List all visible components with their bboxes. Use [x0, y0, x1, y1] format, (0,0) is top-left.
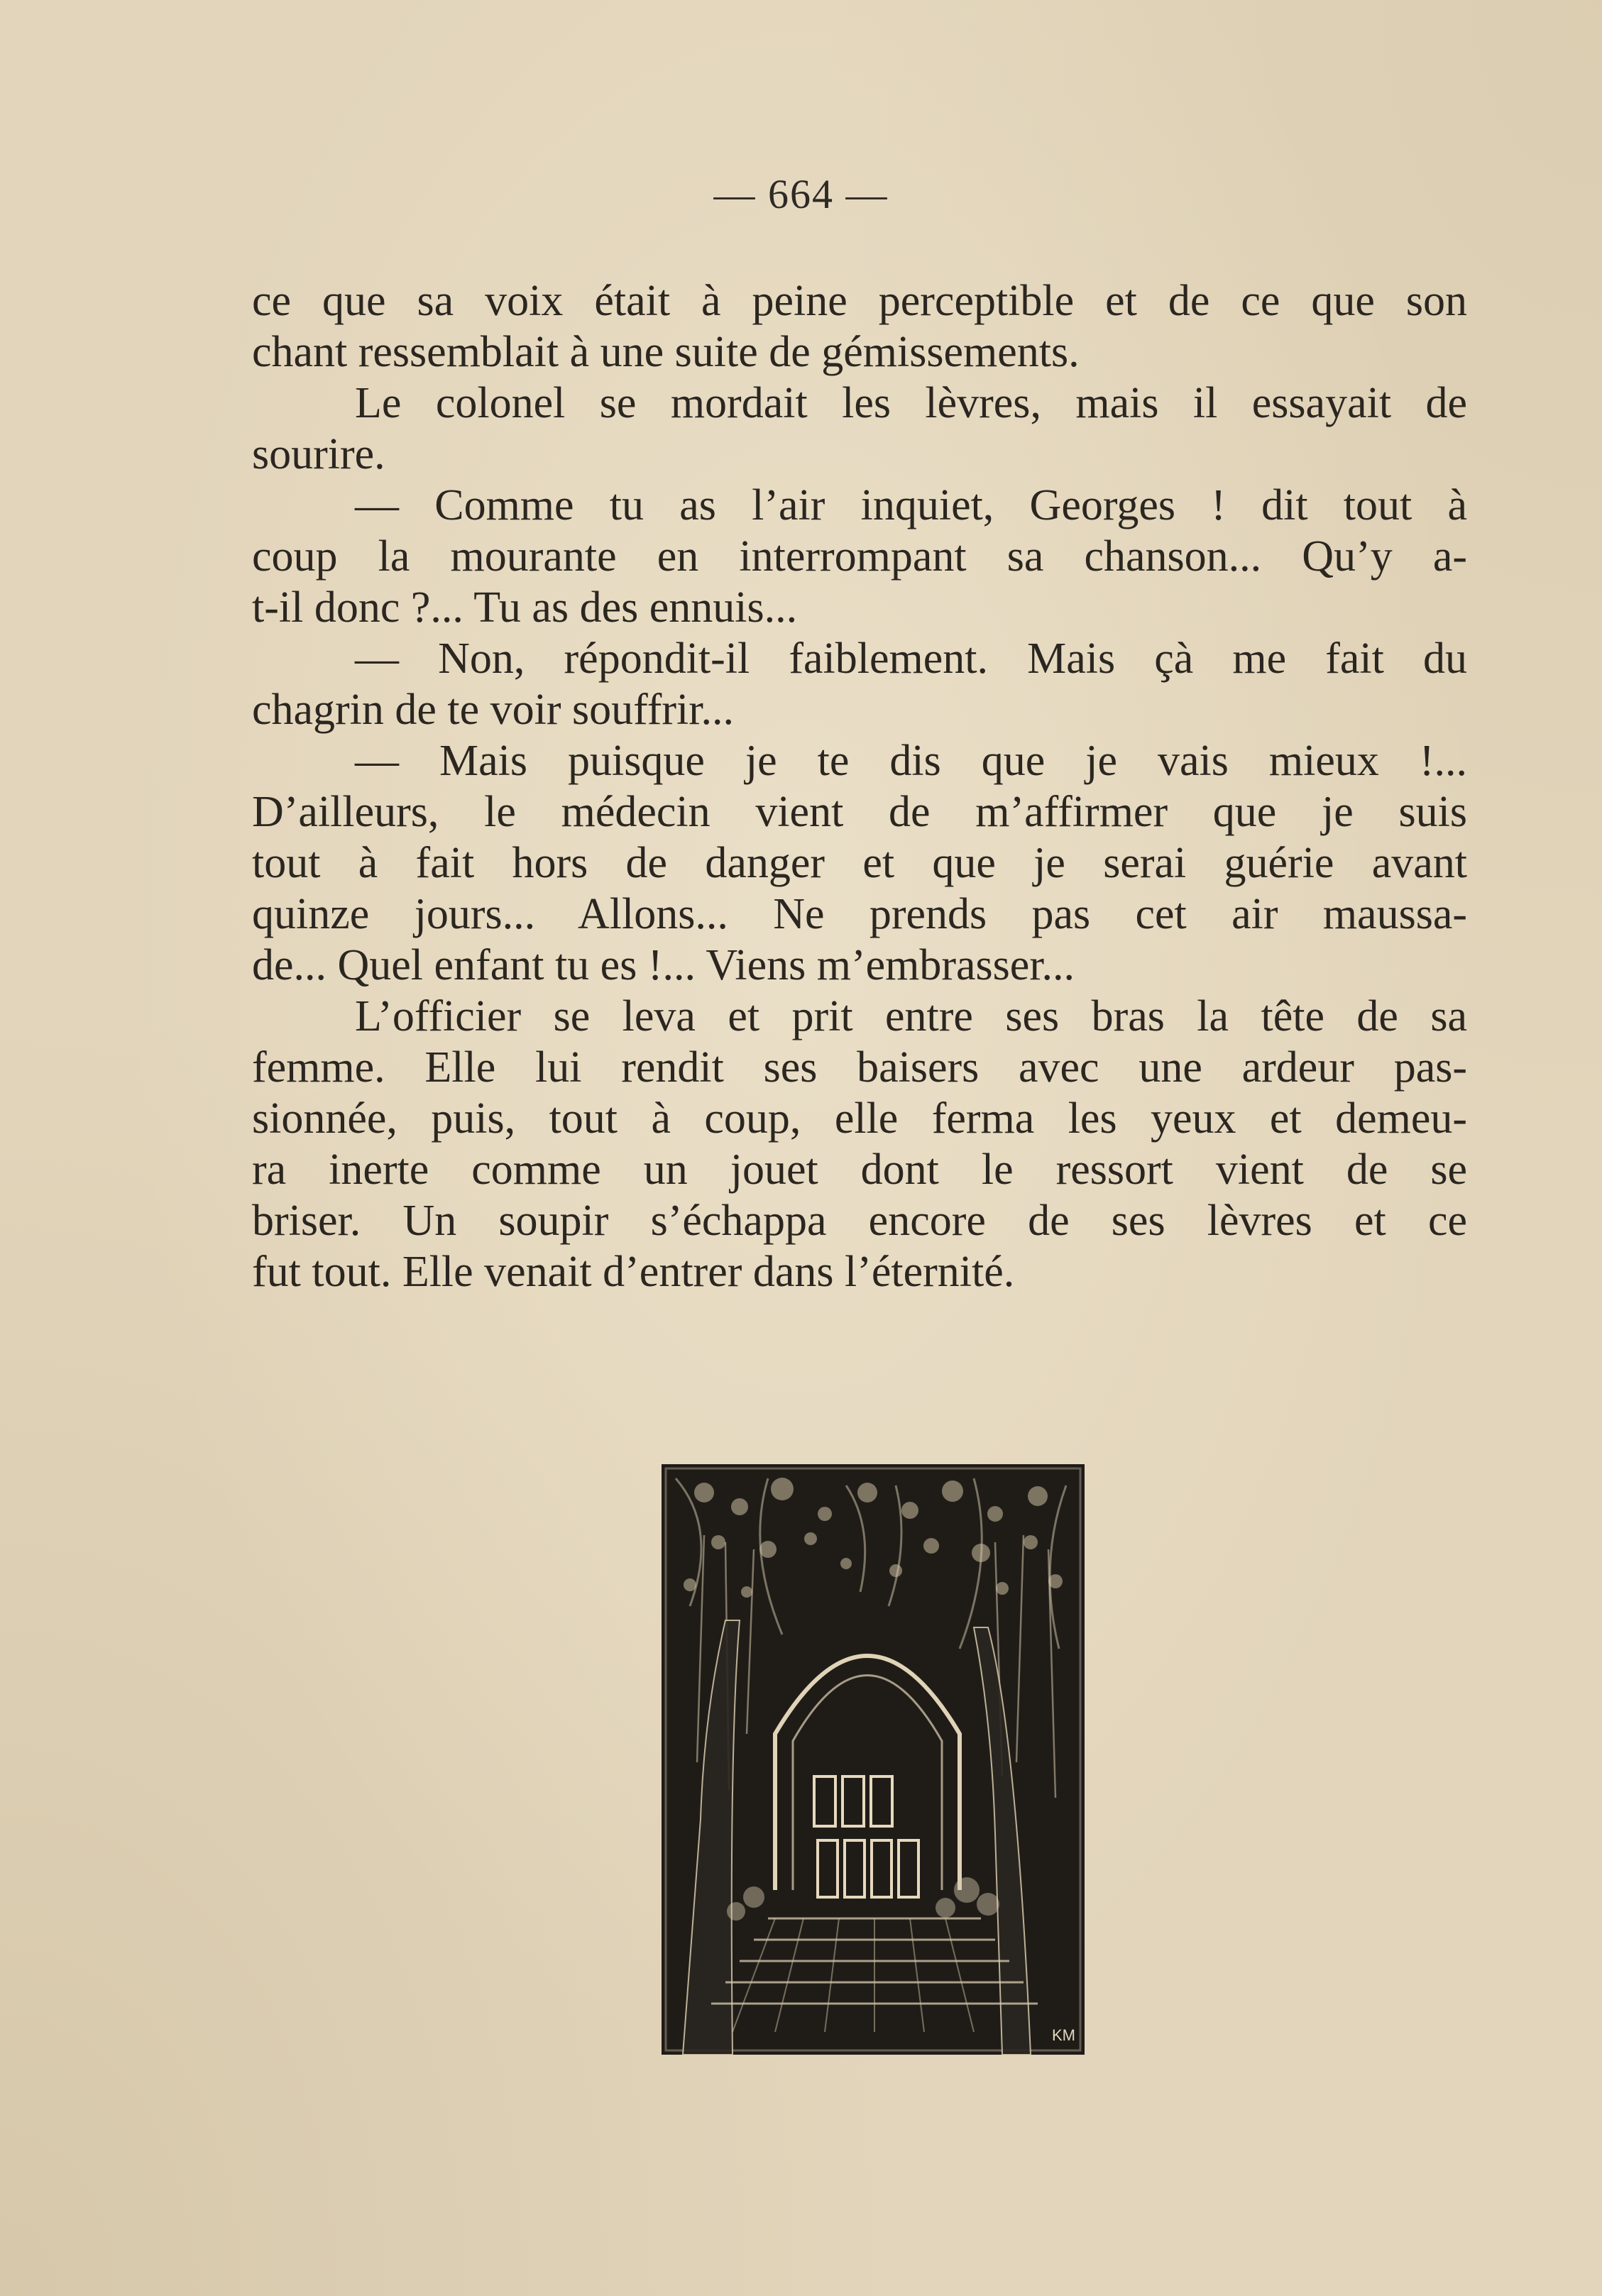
- text-line: — Mais puisque je te dis que je vais mieux !...: [355, 737, 1467, 785]
- text-line: de... Quel enfant tu es !... Viens m’embrasser...: [252, 941, 1075, 989]
- text-line: — Comme tu as l’air inquiet, Georges ! dit tout à: [355, 481, 1467, 529]
- page-number: — 664 —: [713, 171, 889, 217]
- text-line: sourire.: [252, 430, 385, 478]
- text-line: coup la mourante en interrompant sa chanson... Qu’y a-: [252, 532, 1467, 581]
- text-line: ce que sa voix était à peine perceptible et de ce que son: [252, 277, 1467, 325]
- woodcut-chapel-icon: [662, 1464, 1085, 2055]
- text-line: chant ressemblait à une suite de gémissements.: [252, 328, 1080, 376]
- text-line: femme. Elle lui rendit ses baisers avec une ardeur pas-: [252, 1043, 1467, 1092]
- monogram: KM: [1052, 2026, 1075, 2044]
- text-line: D’ailleurs, le médecin vient de m’affirmer que je suis: [252, 788, 1467, 836]
- text-line: sionnée, puis, tout à coup, elle ferma les yeux et demeu-: [252, 1094, 1467, 1143]
- text-line: L’officier se leva et prit entre ses bras la tête de sa: [355, 992, 1467, 1040]
- text-line: quinze jours... Allons... Ne prends pas cet air maussa-: [252, 890, 1467, 938]
- text-line: fut tout. Elle venait d’entrer dans l’éternité.: [252, 1248, 1015, 1296]
- text-line: ra inerte comme un jouet dont le ressort vient de se: [252, 1146, 1467, 1194]
- body-text: [252, 275, 1467, 1297]
- text-line: t-il donc ?... Tu as des ennuis...: [252, 583, 798, 632]
- text-line: chagrin de te voir souffrir...: [252, 686, 734, 734]
- text-line: briser. Un soupir s’échappa encore de ses lèvres et ce: [252, 1197, 1467, 1245]
- text-line: tout à fait hors de danger et que je serai guérie avant: [252, 839, 1467, 887]
- text-line: — Non, répondit-il faiblement. Mais çà me fait du: [355, 635, 1467, 683]
- text-line: Le colonel se mordait les lèvres, mais il essayait de: [355, 379, 1467, 427]
